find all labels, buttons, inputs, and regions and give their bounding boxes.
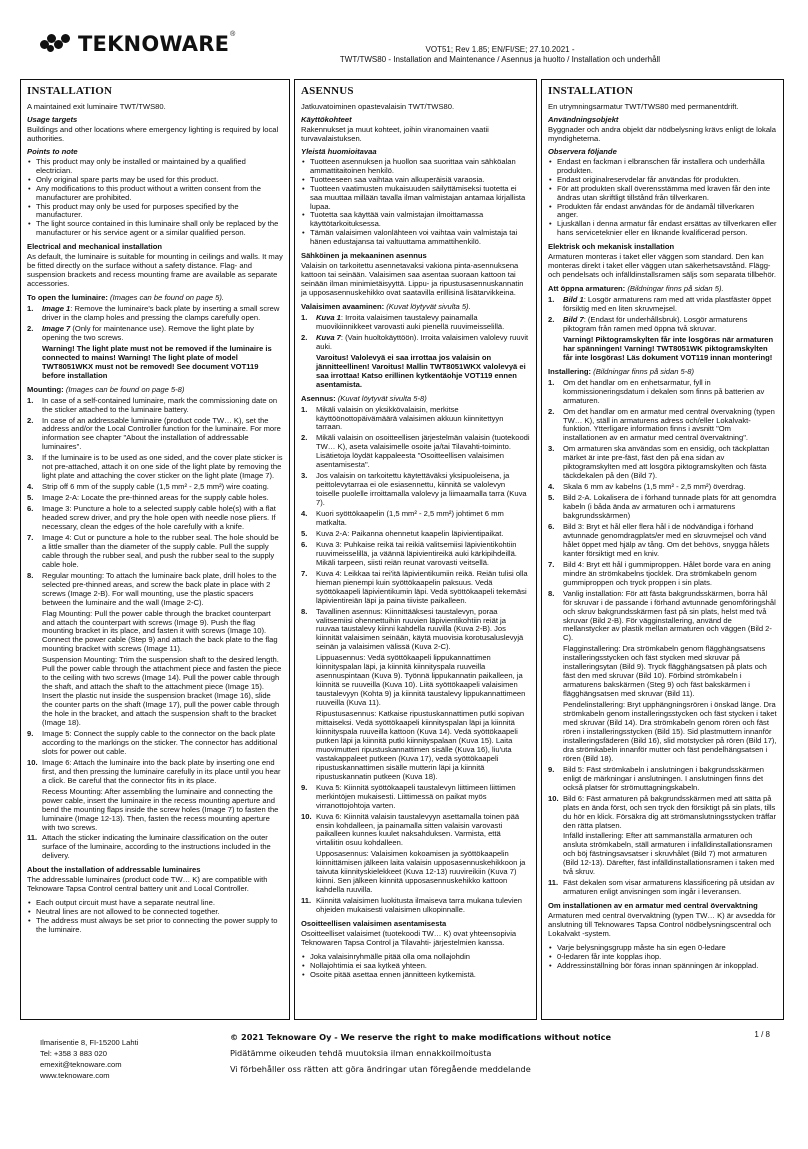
- points-list-item: • This product may only be installed or maintained by a qualified electrician.: [27, 158, 283, 176]
- mounting-step: [27, 534, 283, 570]
- step-text: Attach the sticker indicating the luminaire classification on the outer surface of the luminaire, according to the instructions included in the delivery.: [42, 833, 271, 861]
- points-list-item: • Ljuskällan i denna armatur får endast ersättas av tillverkaren eller hans serviceteknier eller en liknande kvalificerad person.: [548, 220, 777, 238]
- mounting-step: [548, 766, 777, 793]
- points-list-item: • Endast originalreservdelar får användas för produkten.: [548, 176, 777, 185]
- points-list-item: • Any modifications to this product without a written consent from the manufacturer are prohibited.: [27, 185, 283, 203]
- step-text: Image 4: Cut or puncture a hole to the rubber seal. The hole should be a little smaller than the diameter of the supply cable. Pull the supply cable through the rubber seal, and push the rubber seal to the supply cable hole.: [42, 532, 279, 569]
- mounting-heading: [548, 368, 777, 377]
- step-number: 1.: [301, 404, 308, 414]
- step-number: 4.: [548, 482, 555, 492]
- mounting-step: [548, 832, 777, 877]
- intro-text: En utrymningsarmatur TWT/TWS80 med permanentdrift.: [548, 101, 739, 111]
- step-text: Recess Mounting: After assembling the luminaire and connecting the power cable, insert the luminaire in the recess mounting aperture and bend the mounting flaps inside the screw holes (Image 7) to fasten the luminaire (Image 12-13). Then, fasten the recess mounting aperture with two screws.: [42, 786, 279, 832]
- open-step: [27, 305, 283, 323]
- step-text: Infälld installering: Efter att sammanställa armaturen och ansluta strömkabeln, ställ armaturen i infälldinstallationsramen och böj fästningsavsatser i skruvhålet (Bild 7) mot armaturen (Bild 12-13). Därefter, fäst infälldinstallationsramen i taken med två skruv.: [563, 831, 775, 877]
- step-number: 1.: [548, 295, 555, 305]
- step-number: 2.: [301, 332, 308, 342]
- addressable-list-item: • The address must always be set prior to connecting the power supply to the luminaire.: [27, 917, 283, 935]
- mounting-step: [548, 445, 777, 481]
- open-heading-label: Valaisimen avaaminen:: [301, 302, 385, 312]
- addressable-heading: About the installation of addressable luminaires: [27, 865, 201, 875]
- mounting-step: [27, 834, 283, 861]
- addressable-list-item: • Addressinställning bör föras innan spänningen är inkopplad.: [548, 962, 777, 971]
- addressable-list: [301, 953, 530, 980]
- points-heading: Observera följande: [548, 146, 617, 156]
- open-step: [548, 316, 777, 334]
- usage-text: Buildings and other locations where emergency lighting is required by local authorities.: [27, 124, 279, 143]
- step-text: Om armaturen ska användas som en ensidig, och täckplattan märket är inte pre-fäst, fäst den på ena sidan av piktogramskylten med att losgöra piktogramskylten och fästa täckdekalen på den (Bild 7).: [563, 444, 770, 481]
- step-number: 4.: [301, 509, 308, 519]
- step-text: Kuori syöttökaapelin (1,5 mm² - 2,5 mm²) johtimet 6 mm matkalta.: [316, 509, 504, 527]
- points-list-item: • Tuotteeseen saa vaihtaa vain alkuperäisiä varaosia.: [301, 176, 530, 185]
- step-text: Upposasennus: Valaisimen kokoamisen ja syöttökaapelin kiinnittämisen jälkeen laita valaisin upposasennuskehikkoon ja taivuta kiinnityskielekkeet (Kuva 12-13) ruuvireikiin (Kuva 7) kiinni. Sen jälkeen kiinnitä upposasennuskehikko kattoon kahdella ruuvilla.: [316, 849, 526, 895]
- content-columns: [20, 79, 788, 1020]
- step-text: Bild 6: Fäst armaturen på bakgrundsskärmen med att sätta på plats en ända först, och sen tryck den försiktigt på sin plats, tills du hör en klick. Försäkra dig att strömanslutningsstycken träffar den rätta platsen.: [563, 793, 776, 830]
- mounting-step: [27, 494, 283, 503]
- mounting-step: [27, 730, 283, 757]
- step-text: Image 2-A: Locate the pre-thinned areas for the supply cable holes.: [42, 493, 269, 503]
- points-list-item: • This product may only be used for purposes specified by the manufacturer.: [27, 203, 283, 221]
- page-footer: [40, 1030, 780, 1130]
- electrical-text: Armaturen monteras i taket eller väggen som standard. Den kan monteras direkt i taket eller väggen utan säkerhetsavstånd. Flägg- och pendelsats och infälldinstallsramen säljs som separata tillbehör.: [548, 252, 776, 280]
- electrical-text: Valaisin on tarkoitettu asennetavaksi vakiona pinta-asennuksena kattoon tai seinään. Valaisimen saa asentaa suoraan kattoon tai seinään ilman minimietäisyyttä. Lippu- ja ripustusasennuskannatin ja upposasennuskehikko ovat saatavilla erillisinä lisätarvikkeina.: [301, 261, 524, 298]
- points-list-item: • Only original spare parts may be used for this product.: [27, 176, 283, 185]
- addressable-text: Armaturen med central övervaktning (typen TW… K) är avsedda för anslutning till Teknowares Tapsa Control nödbelysningscentral och Lokalvakt -system.: [548, 911, 776, 938]
- step-number: 10.: [27, 757, 38, 767]
- points-heading: Points to note: [27, 146, 78, 156]
- step-number: 11.: [548, 878, 559, 888]
- mounting-step: [27, 656, 283, 728]
- mounting-step: [27, 483, 283, 492]
- step-number: 9.: [27, 728, 34, 738]
- step-text: Image 5: Connect the supply cable to the connector on the back plate according to the markings on the sticker. The connector has additional slots for power out cable.: [42, 728, 278, 756]
- step-text: Flagginstallering: Dra strömkabeln genom flägghängsatsens installeringsstycken och fäst stycken med skruvar på installeringsytan (Bild 9). Tryck flägghängsatsen på plats och fäst den med skruvar (Bild 10). Förbind strömkabeln i armaturens bakskärmen (Steg 9) och fäst bakskärmen i flägghängsatsen med skruvar (Bild 11).: [563, 644, 767, 699]
- mounting-step: [27, 505, 283, 532]
- mounting-step: [301, 654, 530, 708]
- section-title: ASENNUS: [301, 85, 354, 97]
- step-text: In case of a self-contained luminaire, mark the commissioning date on the sticker attached to the luminaire battery.: [42, 395, 278, 414]
- points-list-item: • Produkten får endast användas för de ändamål tillverkaren anger.: [548, 203, 777, 221]
- mounting-step: [548, 795, 777, 831]
- step-number: 2.: [548, 406, 555, 416]
- electrical-heading: Elektrisk och mekanisk installation: [548, 242, 675, 252]
- warning-text: Warning! The light plate must not be removed if the luminaire is connected to mains! Warning! The light plate of model TWT8051WKX must not be removed! See document VOT119 before installation: [42, 343, 272, 380]
- step-number: 1.: [301, 312, 308, 322]
- mounting-step: [301, 813, 530, 849]
- step-number: 7.: [301, 568, 308, 578]
- address-phone: Tel: +358 3 883 020: [40, 1049, 107, 1058]
- step-number: 7.: [27, 532, 34, 542]
- open-steps: [548, 296, 777, 334]
- warning-text: Varoitus! Valolevyä ei saa irrottaa jos valaisin on jännitteellinen! Varoitus! Mallin TWT8051WKX valolevyä ei saa irrottaa! Katso erillinen kytkentäohje VOT119 ennen asentamista.: [316, 352, 526, 389]
- copyright-block: [230, 1030, 611, 1078]
- logo-text: TEKNOWARE: [78, 32, 230, 56]
- step-image-label: Kuva 1: [316, 312, 341, 322]
- mounting-step: [301, 530, 530, 539]
- electrical-text: As default, the luminaire is suitable for mounting in ceilings and walls. It may be fitted directly on the surface without a safety distance. Flag- and suspension brackets and recess mounting frame are available as separate accessories.: [27, 252, 283, 289]
- step-text: Fäst dekalen som visar armaturens klassificering på utsidan av armaturen enligt anvisningen som ingår i leveransen.: [563, 878, 775, 897]
- mounting-steps: [27, 397, 283, 862]
- step-number: 6.: [548, 522, 555, 531]
- step-text: In case of an addressable luminaire (product code TW… K), set the address and/or the Local Controller function for the luminaire. For more information see chapter "About the installation of addressable luminaires".: [42, 415, 281, 452]
- step-number: 3.: [301, 471, 308, 481]
- step-number: 9.: [548, 764, 555, 774]
- open-steps: [27, 305, 283, 343]
- step-text: Skala 6 mm av kabelns (1,5 mm² - 2,5 mm²) överdrag.: [563, 482, 746, 492]
- mounting-step: [301, 510, 530, 528]
- mounting-steps: [301, 406, 530, 915]
- mounting-step: [27, 610, 283, 655]
- mounting-step: [548, 590, 777, 644]
- mounting-steps: [548, 379, 777, 897]
- step-text: Suspension Mounting: Trim the suspension shaft to the desired length. Pull the power cable through the attachment piece and fasten the piece to the ceiling with two screws (Image 14). Pull the power cable through the shaft, and attach the shaft to the attachment piece (Image 15). Insert the plastic nut inside the suspension bracket (Image 16), slide the counter parts on the shaft (Image 17), pull the power cable through the hole in the bracket, and attach the suspension shaft to the bracket (Image 18).: [42, 655, 282, 728]
- step-number: 3.: [548, 444, 555, 454]
- step-text: Kuva 6: Kiinnitä valaisin taustalevyyn asettamalla toinen pää ensin kohdalleen, ja painamalla sitten valaisin varovasti paikalleen kunnes kuulet naksahduksen. Varmista, että virtaliitin osuu kohdalleen.: [316, 811, 520, 848]
- step-text: Image 3: Puncture a hole to a selected supply cable hole(s) with a flat headed screw driver, and pry the hole open with needle nose pliers. If necessary, clean the edges of the hole carefully with a knife.: [42, 504, 276, 531]
- open-step: [548, 296, 777, 314]
- mounting-step: [301, 434, 530, 470]
- mounting-step: [27, 572, 283, 608]
- column-swedish: [541, 79, 784, 1020]
- mounting-step: [548, 494, 777, 521]
- intro-text: Jatkuvatoiminen opastevalaisin TWT/TWS80.: [301, 101, 455, 111]
- usage-text: Rakennukset ja muut kohteet, joihin viranomainen vaatii turvavalaistuksen.: [301, 124, 489, 143]
- mounting-step: [301, 541, 530, 568]
- page-number: 1 / 8: [754, 1030, 770, 1039]
- mounting-step: [301, 850, 530, 895]
- copyright-se: Vi förbehåller oss rätten att göra ändringar utan föregående meddelande: [230, 1063, 531, 1074]
- points-heading: Yleistä huomioitavaa: [301, 146, 377, 156]
- step-number: 6.: [27, 504, 34, 514]
- step-number: 5.: [301, 528, 308, 538]
- teknoware-logo: [40, 32, 235, 57]
- mounting-heading-note: (Bildningar finns på sidan 5-8): [593, 366, 695, 376]
- step-number: 1.: [548, 377, 555, 387]
- step-text: : Irroita valaisimen taustalevy painamalla muovikiinnikkeet varovasti auki pienellä ruuvimeisselillä.: [316, 312, 505, 331]
- step-number: 1.: [27, 304, 34, 314]
- open-heading-note: (Bildningar finns på sidan 5).: [627, 284, 724, 294]
- points-list: [27, 158, 283, 239]
- step-number: 8.: [548, 588, 555, 598]
- step-number: 2.: [548, 314, 555, 324]
- mounting-step: [27, 788, 283, 833]
- step-text: (Only for maintenance use). Remove the light plate by opening the two screws.: [42, 323, 254, 342]
- open-heading: [548, 285, 777, 294]
- electrical-heading: Electrical and mechanical installation: [27, 242, 163, 252]
- open-step: [301, 314, 530, 332]
- step-number: 7.: [548, 559, 555, 569]
- step-text: Bild 3: Bryt et hål eller flera hål i de nödvändiga i förhand avtunnade genomdragplats/er med en skruvmejsel och vänd hålet öppet med hjälp av tång. Om det behövs, snygga hålets kanter försiktigt med en kniv.: [563, 522, 770, 558]
- usage-heading: Käyttökohteet: [301, 114, 352, 124]
- step-number: 10.: [548, 793, 559, 803]
- mounting-step: [548, 645, 777, 699]
- intro-text: A maintained exit luminaire TWT/TWS80.: [27, 101, 166, 111]
- mounting-step: [301, 784, 530, 811]
- doc-ref-line1: VOT51; Rev 1.85; EN/FI/SE; 27.10.2021 -: [425, 45, 575, 54]
- mounting-heading-note: (Kuvat löytyvät sivulta 5-8): [337, 393, 427, 403]
- mounting-heading-label: Mounting:: [27, 384, 64, 394]
- step-text: Image 6: Attach the luminaire into the back plate by inserting one end first, and then pressing the luminaire carefully in its place until you hear a click. Be careful that the connector fits in its place.: [42, 757, 281, 785]
- step-text: Lippuasennus: Vedä syöttökaapeli lippukannattimen kiinnityspalan läpi, ja kiinnitä kiinnityspala ruuveilla asennuspintaan (Kuva 9). Työnnä lippukannatin paikalleen, ja kiinnitä se ruuveilla (Kuva 10). Liitä syöttökaapeli valaisimen taustalevyyn (Kohta 9) ja kiinnitä taustalevy lippukannattimeen ruuveilla (Kuva 11).: [316, 653, 526, 708]
- warning-text: Varning! Piktogramskylten får inte losgöras när armaturen har spänningen! Varning! TWT8051WK piktogramskylten får inte losgöras! Läs dokument VOT119 innan montering!: [563, 334, 774, 362]
- open-heading-note: (Images can be found on page 5).: [110, 293, 224, 303]
- mounting-step: [27, 417, 283, 453]
- step-number: 8.: [27, 570, 34, 580]
- step-text: Om det handlar om en enhetsarmatur, fyll in kommissioneringsdatum i dekalen som finns på batterien av armaturen.: [563, 377, 765, 405]
- step-text: : Losgör armaturens ram med att vrida plastfäster öppet försiktig med en liten skruvmejsel.: [563, 295, 772, 314]
- step-text: Tavallinen asennus: Kiinnittääksesi taustalevyn, poraa valitsemiisi ohennettuihin ruuvien läpivientikohtiin reiät ja ruuvaa taustalevy kiinni kahdella ruuvilla (Kuva 2-B). Jos kiinnität valaisimen seinään, käytä muovisia korotusaluslevyjä seinän ja valaisimen välissä (Kuva 2-C).: [316, 606, 524, 652]
- column-finnish: [294, 79, 537, 1020]
- electrical-heading: Sähköinen ja mekaaninen asennus: [301, 251, 427, 261]
- step-image-label: Image 7: [42, 323, 71, 333]
- mounting-step: [548, 483, 777, 492]
- step-number: 10.: [301, 811, 312, 821]
- step-image-label: Kuva 7: [316, 332, 341, 342]
- addressable-text: The addressable luminaires (product code TW… K) are compatible with Teknoware Tapsa Control central battery unit and Local Controller.: [27, 875, 268, 894]
- column-english: [20, 79, 290, 1020]
- step-text: Pendelinstallering: Bryt upphängningsrören i önskad länge. Dra strömkabeln genom installeringsstycken och fäst stycken i taket med skruvar (Bild 14). Dra strömkabeln genom rören och fäst rören i installeringsstycken (Bild 15). Sid plastmuttern innanför installeringsfäderen (Bild 16), slid motstycker på rören (Bild 17), dra strömkabeln innanför mutter och fäst pendelhängsatsen i rören (Bild 18).: [563, 700, 777, 763]
- step-text: Kuva 3: Puhkaise reikä tai reikiä valitsemiisi läpivientikohtiin ruuvimeisselillä, ja väännä läpivientireikä auki kärkipihdeillä. Mikäli tarpeen, siisti reiän reunat varovasti veitsellä.: [316, 539, 517, 567]
- step-text: Bild 2-A. Lokalisera de i förhand tunnade plats för att genomdra kabeln (i båda ända av armaturen och i armaturens bakgrundsskärmen): [563, 493, 777, 521]
- page-header: [40, 24, 780, 74]
- step-text: Bild 4: Bryt ett hål i gummiproppen. Hålet borde vara en aning mindre än strömkabelns tjocklek. Dra strömkabeln genom gummiproppen och tryck proppen i sin plats.: [563, 559, 771, 587]
- addressable-list-item: • Varje belysningsgrupp måste ha sin egen 0-ledare: [548, 944, 777, 953]
- company-address: [40, 1037, 138, 1081]
- points-list: [548, 158, 777, 239]
- step-text: : (Vain huoltokäyttöön). Irroita valaisimen valolevy ruuvit auki.: [316, 332, 529, 351]
- step-number: 4.: [27, 482, 34, 492]
- mounting-step: [301, 406, 530, 433]
- copyright-fi: Pidätämme oikeuden tehdä muutoksia ilman ennakkoilmoitusta: [230, 1047, 492, 1058]
- step-text: Kiinnitä valaisimen luokitusta ilmaiseva tarra mukana tulevien ohjeiden mukaisesti valaisimen ulkopinnalle.: [316, 896, 522, 915]
- step-number: 9.: [301, 782, 308, 792]
- mounting-heading-label: Asennus:: [301, 393, 336, 403]
- doc-ref-line2: TWT/TWS80 - Installation and Maintenance / Asennus ja huolto / Installation och underhåll: [339, 55, 661, 65]
- mounting-step: [301, 570, 530, 606]
- address-street: Ilmarisentie 8, FI-15200 Lahti: [40, 1038, 139, 1047]
- open-steps: [301, 314, 530, 352]
- mounting-heading-label: Installering:: [548, 366, 592, 376]
- step-number: 8.: [301, 606, 308, 616]
- section-title: INSTALLATION: [548, 85, 634, 97]
- open-heading-label: Att öppna armaturen:: [548, 284, 626, 294]
- address-website[interactable]: www.teknoware.com: [40, 1071, 110, 1080]
- step-image-label: Image 1: [42, 304, 71, 314]
- step-number: 2.: [27, 323, 34, 333]
- addressable-list-item: • Neutral lines are not allowed to be connected together.: [27, 908, 283, 917]
- step-text: : Remove the luminaire's back plate by inserting a small screw driver in the clamp holes and pressing the clamps carefully open.: [42, 304, 280, 322]
- step-text: Kuva 4: Leikkaa tai rei'itä läpivientikumiin reikä. Reiän tulisi olla hieman pienempi kuin syöttökaapelin paksuus. Vedä syöttökaapeli läpivientikumin läpi. Vedä syöttökaapeli tekemäsi läpivientireiän läpi ja paina tiiviste paikalleen.: [316, 568, 528, 605]
- mounting-heading: [301, 395, 530, 404]
- points-list-item: • Tuotteen vaatimusten mukaisuuden säilyttämiseksi tuotetta ei saa muuttaa millään tavalla ilman valmistajan antamaa kirjallista lupaa.: [301, 185, 530, 212]
- logo-dots-icon: [40, 34, 74, 54]
- points-list-item: • Tuotetta saa käyttää vain valmistajan ilmoittamassa käyttötarkoituksessa.: [301, 211, 530, 229]
- step-text: Bild 5: Fäst strömkabeln i anslutningen i bakgrundsskärmen enligt de märkningar i anslutningen. I anslutningen finns det också platser för strömuttagningskabeln.: [563, 764, 764, 792]
- addressable-list-item: • Joka valaisinryhmälle pitää olla oma nollajohdin: [301, 953, 530, 962]
- mounting-step: [548, 561, 777, 588]
- usage-text: Byggnader och andra objekt där nödbelysning krävs enligt de lokala myndigheterna.: [548, 124, 776, 143]
- open-step: [27, 325, 283, 343]
- step-number: 2.: [27, 415, 34, 425]
- step-text: Om det handlar om en armatur med central övervakning (typen TW… K), ställ in armaturens adress och/eller Lokalvakt-funktion. Ytterligare information finns i avsnitt "Om installationen av en armatur med central övervaktning".: [563, 406, 775, 443]
- step-text: Mikäli valaisin on osoitteellisen järjestelmän valaisin (tuotekoodi TW… K), aseta valaisimelle osoite ja/tai Tilavahti-toiminto. Lisätietoja löydät kappaleesta "Osoitteellisen valaisimen asentamisesta".: [316, 433, 530, 470]
- step-text: Mikäli valaisin on yksikkövalaisin, merkitse käyttöönottopäivämäärä valaisimen akkuun kiinnitettyyn tarraan.: [316, 404, 504, 432]
- mounting-step: [548, 879, 777, 897]
- step-text: Strip off 6 mm of the supply cable (1,5 mm² - 2,5 mm²) wire coating.: [42, 482, 269, 492]
- addressable-list-item: • Each output circuit must have a separate neutral line.: [27, 899, 283, 908]
- step-number: 3.: [27, 453, 34, 463]
- step-image-label: Bild 7: [563, 314, 584, 324]
- mounting-step: [27, 397, 283, 415]
- step-number: 5.: [27, 493, 34, 503]
- addressable-heading: Om installationen av en armatur med central övervaktning: [548, 901, 758, 911]
- addressable-list: [27, 899, 283, 935]
- mounting-step: [301, 897, 530, 915]
- usage-heading: Användningsobjekt: [548, 114, 619, 124]
- mounting-step: [301, 710, 530, 782]
- addressable-text: Osoitteelliset valaisimet (tuotekoodi TW… K) ovat yhteensopivia Teknowaren Tapsa Control ja Tilavahti- järjestelmien kanssa.: [301, 928, 517, 947]
- open-heading: [27, 294, 283, 303]
- address-email[interactable]: emexit@teknoware.com: [40, 1060, 122, 1069]
- step-text: : (Endast för underhållsbruk). Losgör armaturens piktogram från ramen med öppna två skruvar.: [563, 314, 748, 333]
- step-number: 2.: [301, 433, 308, 443]
- mounting-step: [548, 408, 777, 444]
- copyright-en: © 2021 Teknoware Oy - We reserve the right to make modifications without notice: [230, 1032, 612, 1042]
- points-list-item: • Tämän valaisimen valonlähteen voi vaihtaa vain valmistaja tai hänen edustajansa tai valtuuttama ammattihenkilö.: [301, 229, 530, 247]
- open-heading-note: (Kuvat löytyvät sivulta 5).: [386, 302, 471, 312]
- addressable-list-item: • Nollajohtimia ei saa kytkeä yhteen.: [301, 962, 530, 971]
- section-title: INSTALLATION: [27, 85, 113, 97]
- addressable-heading: Osoitteellisen valaisimen asentamisesta: [301, 919, 447, 929]
- step-number: 11.: [27, 833, 38, 843]
- step-text: Kuva 5: Kiinnitä syöttökaapeli taustalevyn liittimeen liittimen merkintöjen mukaisesti. Liittimessä on paikat myös virranottojohtoja varten.: [316, 782, 516, 810]
- addressable-list-item: • 0-ledaren får inte kopplas ihop.: [548, 953, 777, 962]
- step-text: Regular mounting: To attach the luminaire back plate, drill holes to the selected pre-thinned areas, and screw the back plate in place with 2 screws (Image 2-B). For wall mounting, use the plastic spacers between the luminaire and the wall (Image 2-C).: [42, 570, 277, 607]
- mounting-step: [27, 759, 283, 786]
- mounting-step: [548, 701, 777, 764]
- step-text: Vanlig installation: För att fästa bakgrundsskärmen, borra hål för skruvar i de passande i förhand avtunnade genomföringshål och skruv bakgrundsskärmen fast på sin plats, helst med två skruvar (Bild 2-B). För vägginstallering, använd de mellanstycker av plastik mellan armaturen och väggen (Bild 2-C).: [563, 588, 776, 643]
- step-image-label: Bild 1: [563, 295, 584, 305]
- points-list-item: • Tuotteen asennuksen ja huollon saa suorittaa vain sähköalan ammattitaitoinen henkilö.: [301, 158, 530, 176]
- points-list-item: • The light source contained in this luminaire shall only be replaced by the manufacturer or his service agent or a similar qualified person.: [27, 220, 283, 238]
- document-reference: [240, 45, 760, 66]
- step-text: If the luminaire is to be used as one sided, and the cover plate sticker is not pre-attached, attach it on one side of the light plate by removing the light plate and attaching the cover sticker on the light plate (Image 7).: [42, 453, 283, 481]
- step-number: 1.: [27, 395, 34, 405]
- step-number: 11.: [301, 896, 312, 906]
- points-list-item: • Endast en fackman i elbranschen får installera och underhålla produkten.: [548, 158, 777, 176]
- mounting-step: [301, 472, 530, 508]
- usage-heading: Usage targets: [27, 114, 78, 124]
- points-list: [301, 158, 530, 248]
- step-text: Ripustusasennus: Katkaise ripustuskannattimen putki sopivan mittaiseksi. Vedä syöttökaapeli kiinnityspalan läpi ja kiinnitä kiinnityspala ruuveilla kattoon (Kuva 14). Vedä syöttökaapeli putken läpi ja kiinnitä putki kiinnityspalaan (Kuva 15). Laita muovimutteri ripustuskannattimen sisälle (Kuva 16), liu'uta vastakappaleet putkeen (Kuva 17), vedä syöttökaapeli ripustuskannattimen sisälle mutterin läpi ja kiinnitä ripustuskannatin putkeen (Kuva 18).: [316, 709, 525, 781]
- mounting-heading: [27, 386, 283, 395]
- step-number: 6.: [301, 539, 308, 549]
- mounting-step: [27, 454, 283, 481]
- open-heading-label: To open the luminaire:: [27, 293, 108, 303]
- open-heading: [301, 303, 530, 312]
- addressable-list: [548, 944, 777, 971]
- step-text: Jos valaisin on tarkoitettu käytettäväksi yksipuoleisena, ja peittolevytarraa ei ole esiasennettu, kiinnitä se valolevyn toiselle puolelle irroittamalla valolevy ja liimaamalla tarra (Kuva 7).: [316, 471, 527, 508]
- points-list-item: • För att produkten skall överensstämma med kraven får den inte ändras utan skriftligt tillstånd från tillverkaren.: [548, 185, 777, 203]
- addressable-list-item: • Osoite pitää asettaa ennen jännitteen kytkemistä.: [301, 971, 530, 980]
- step-number: 5.: [548, 493, 555, 503]
- mounting-heading-note: (Images can be found on page 5-8): [65, 384, 185, 394]
- logo-registered: ®: [230, 31, 236, 39]
- open-step: [301, 334, 530, 352]
- step-text: Flag Mounting: Pull the power cable through the bracket counterpart and attach the counterpart with screws (Image 9). Push the flag mounting bracket in its place, and fasten it with screws (Image 10). Connect the power cable (Step 9) and attach the back plate to the flag mounting bracket with screws (Image 11).: [42, 608, 278, 654]
- mounting-step: [548, 523, 777, 559]
- mounting-step: [548, 379, 777, 406]
- mounting-step: [301, 608, 530, 653]
- step-text: Kuva 2-A: Paikanna ohennetut kaapelin läpivientipaikat.: [316, 528, 504, 538]
